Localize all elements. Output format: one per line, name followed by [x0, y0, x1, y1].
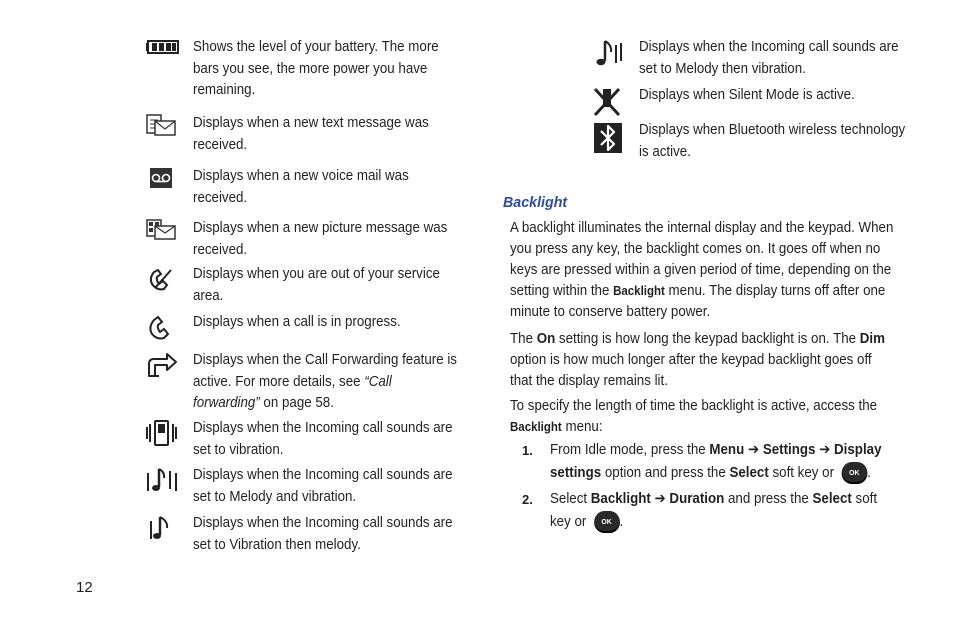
- call-in-progress-icon: [145, 312, 181, 346]
- call-in-progress-description: Displays when a call is in progress.: [193, 314, 401, 330]
- no-service-icon: [145, 264, 181, 298]
- melody-and-vibration-description: Displays when the Incoming call sounds are set to Melody and vibration.: [193, 467, 453, 505]
- text-message-icon: [145, 113, 181, 147]
- voicemail-icon: [148, 166, 184, 200]
- backlight-paragraph-2: The On setting is how long the keypad backlight is on. The Dim option is how much longer after the keypad backlight goes off that the display remains lit.: [510, 331, 885, 389]
- ok-key-icon: OK: [841, 462, 867, 484]
- backlight-paragraph-1: A backlight illuminates the internal display and the keypad. When you press any key, the backlight comes on. It goes off when no keys are pressed within a given period of time, depending on the setting within the Backlight menu. The display turns off after one minute to conserve battery power.: [510, 220, 894, 320]
- vibration-then-melody-description: Displays when the Incoming call sounds are set to Vibration then melody.: [193, 515, 453, 553]
- vibration-description: Displays when the Incoming call sounds are set to vibration.: [193, 420, 453, 458]
- text-message-description: Displays when a new text message was received.: [193, 115, 429, 153]
- manual-page: Shows the level of your battery. The more bars you see, the more power you have remaining. Displays when a new text message was received. Displays when a new voice mail was received. Displays when a new picture message was received. Displays when you are out of your service area. Displays when a call is in progress. Displays when the Call Forwarding feature is active. For more details, see “Call forwarding” on page 58. Displays when the Incoming call sounds are set to vibration. Displays when the Incoming call sounds are set to Melody and vibration. Displays when the Incoming call sounds are set to Vibration then melody. Displays when the Incoming call sounds are set to Melody then vibration. Displays when Silent Mode is active. Displays when Bluetooth wireless technology is active. Backlight A backlight illuminates the internal display and the keypad. When you press any key, the backlight comes on. It goes off when no keys are pressed within a given period of time, depending on the setting within the Backlight menu. The display turns off after one minute to conserve battery power. The On setting is how long the keypad backlight is on. The Dim option is how much longer after the keypad backlight goes off that the display remains lit. To specify the length of time the backlight is active, access the Backlight menu: 1. From Idle mode, press the Menu ➔ Settings ➔ Display settings option and press the Select soft key or OK . 2. Select Backlight ➔ Duration and press the Select soft key or OK . 12: [0, 0, 954, 636]
- backlight-menu-term: Backlight: [613, 284, 665, 298]
- battery-icon: [145, 37, 181, 71]
- call-forwarding-link[interactable]: “Call: [364, 373, 392, 390]
- voicemail-description: Displays when a new voice mail was received.: [193, 168, 409, 206]
- picture-message-icon: [145, 218, 181, 252]
- melody-then-vibration-icon: [593, 37, 629, 71]
- backlight-heading: Backlight: [503, 194, 568, 211]
- call-forwarding-icon: [145, 350, 181, 384]
- vibration-icon: [145, 418, 181, 452]
- no-service-description: Displays when you are out of your service area.: [193, 266, 440, 304]
- page-number: 12: [76, 579, 93, 596]
- call-forwarding-description: Displays when the Call Forwarding feature is active. For more details, see “Call forwarding” on page 58.: [193, 352, 457, 411]
- melody-and-vibration-icon: [145, 465, 181, 499]
- backlight-paragraph-3: To specify the length of time the backlight is active, access the Backlight menu:: [510, 398, 878, 435]
- melody-then-vibration-description: Displays when the Incoming call sounds are set to Melody then vibration.: [639, 39, 899, 77]
- picture-message-description: Displays when a new picture message was received.: [193, 220, 448, 258]
- bluetooth-description: Displays when Bluetooth wireless technology is active.: [639, 122, 906, 160]
- silent-mode-icon: [593, 85, 629, 119]
- ok-key-icon: OK: [594, 511, 620, 533]
- battery-description: Shows the level of your battery. The more bars you see, the more power you have remaining.: [193, 39, 439, 98]
- bluetooth-icon: [593, 120, 629, 154]
- silent-mode-description: Displays when Silent Mode is active.: [639, 87, 855, 103]
- call-forwarding-link-continued[interactable]: forwarding”: [193, 395, 260, 411]
- vibration-then-melody-icon: [145, 513, 181, 547]
